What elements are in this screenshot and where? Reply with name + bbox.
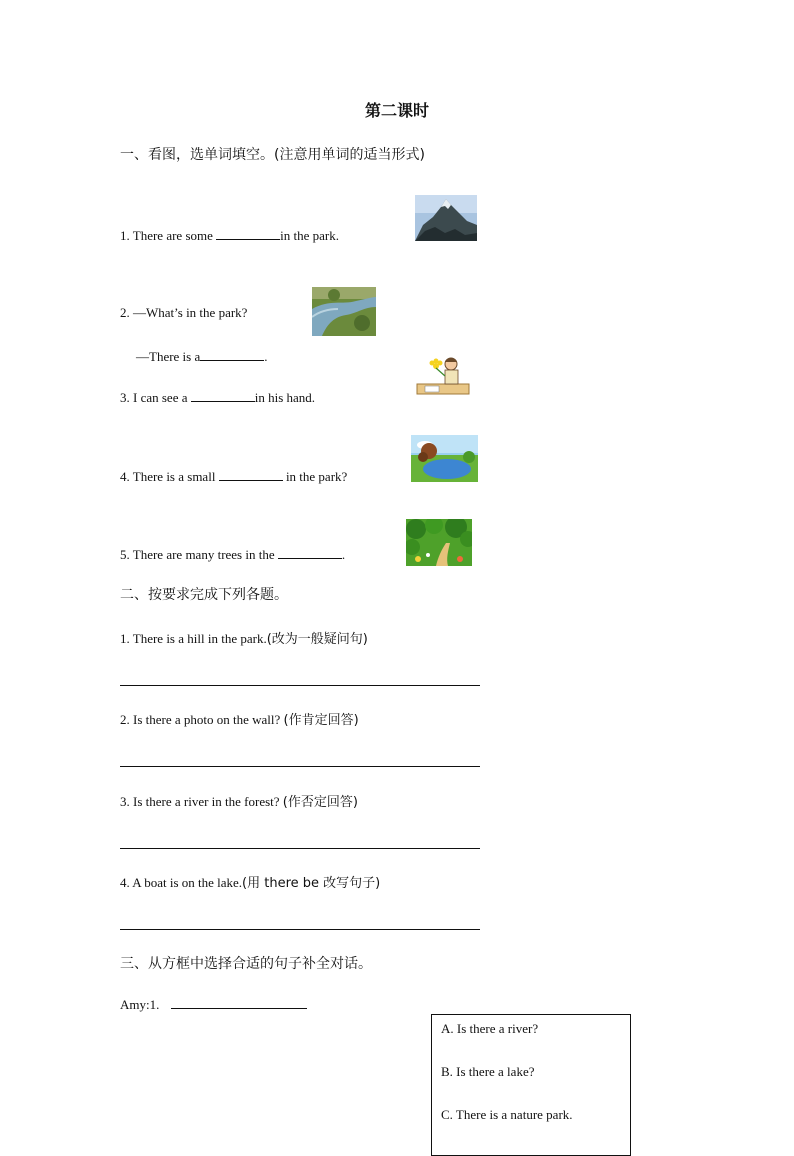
part1-question-2: 2. —What’s in the park? <box>120 305 248 320</box>
part1-question-5: 5. There are many trees in the . <box>120 547 346 562</box>
forest-path-picture <box>406 519 472 566</box>
part1-question-4: 4. There is a small in the park? <box>120 469 348 484</box>
lake-picture <box>411 435 478 482</box>
answer-blank[interactable] <box>171 996 307 1009</box>
option-a: A. Is there a river? <box>441 1021 539 1036</box>
part1-question-3: 3. I can see a in his hand. <box>120 390 316 405</box>
answer-line-1[interactable] <box>120 685 480 686</box>
part1-question-1: 1. There are some in the park. <box>120 228 339 243</box>
answer-line-3[interactable] <box>120 848 480 849</box>
answer-blank[interactable] <box>278 546 342 559</box>
mountain-picture <box>415 195 477 241</box>
part2-heading: 二、按要求完成下列各题。 <box>120 587 288 603</box>
page-title: 第二课时 <box>364 101 429 120</box>
options-box <box>431 1014 631 1156</box>
part2-question-3: 3. Is there a river in the forest? (作否定回答) <box>120 794 358 810</box>
answer-blank[interactable] <box>191 389 255 402</box>
part1-heading: 一、看图，选单词填空。(注意用单词的适当形式) <box>120 147 425 163</box>
part2-question-4: 4. A boat is on the lake.(用 there be 改写句子) <box>120 875 381 891</box>
option-b: B. Is there a lake? <box>441 1064 535 1079</box>
part3-heading: 三、从方框中选择合适的句子补全对话。 <box>120 956 372 972</box>
part1-question-2-answer: —There is a . <box>136 349 268 364</box>
boy-with-flower-picture <box>413 356 471 398</box>
answer-blank[interactable] <box>200 348 264 361</box>
dialogue-amy-line: Amy:1. <box>120 996 307 1013</box>
river-picture <box>312 287 376 336</box>
answer-line-4[interactable] <box>120 929 480 930</box>
part2-question-2: 2. Is there a photo on the wall? (作肯定回答) <box>120 712 359 728</box>
answer-blank[interactable] <box>216 227 280 240</box>
part2-question-1: 1. There is a hill in the park.(改为一般疑问句) <box>120 631 368 647</box>
answer-blank[interactable] <box>219 468 283 481</box>
answer-line-2[interactable] <box>120 766 480 767</box>
option-c: C. There is a nature park. <box>441 1107 573 1122</box>
